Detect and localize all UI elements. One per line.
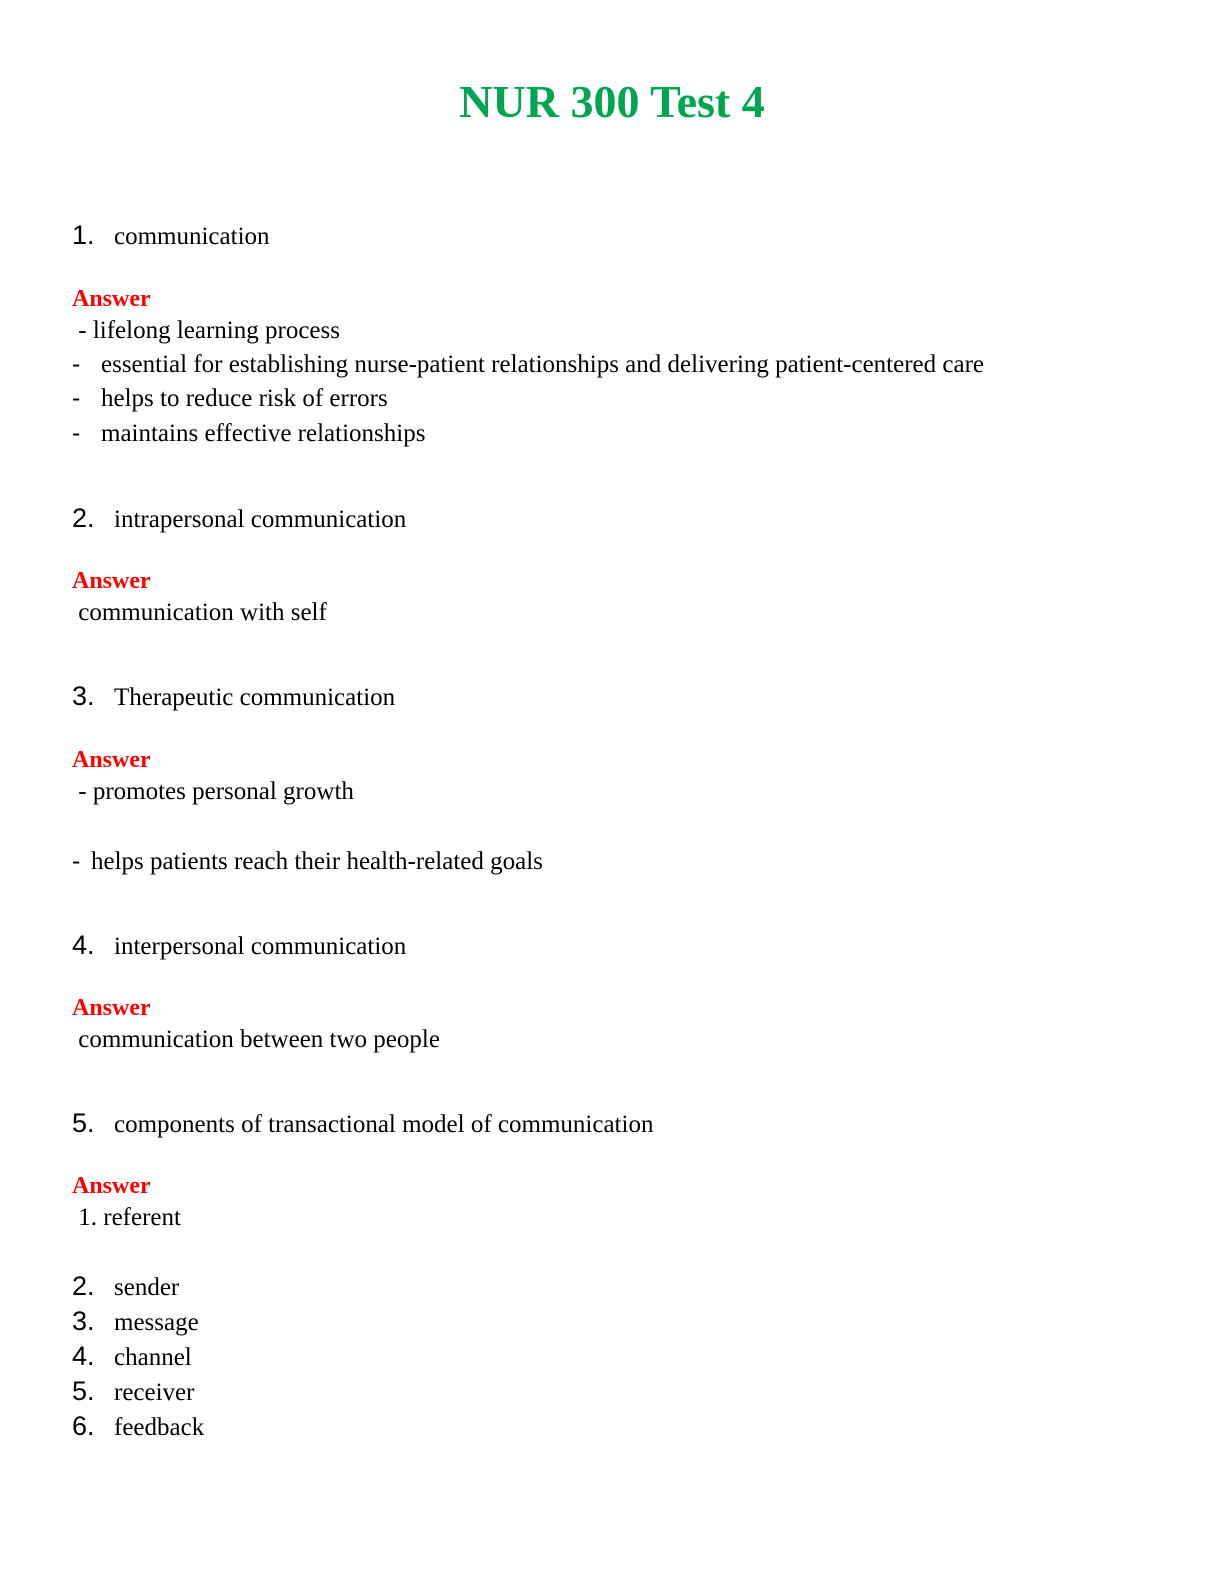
list-item [72, 1375, 194, 1409]
question-text: communication [114, 223, 270, 250]
question-number: 1. [72, 220, 95, 250]
list-item-text: receiver [114, 1379, 195, 1406]
answer-label: Answer [72, 286, 151, 312]
question-text: components of transactional model of communication [114, 1111, 654, 1138]
page-title: NUR 300 Test 4 [459, 76, 765, 127]
answer-label: Answer [72, 747, 151, 773]
question-1 [72, 219, 270, 253]
answer-line: - lifelong learning process [72, 317, 340, 344]
answer-label: Answer [72, 568, 151, 594]
question-number: 4. [72, 930, 95, 960]
question-text: Therapeutic communication [114, 684, 396, 711]
bullet-text: helps to reduce risk of errors [101, 385, 388, 412]
list-item-text: feedback [114, 1414, 205, 1441]
dash-bullet: - [72, 419, 81, 447]
list-item-number: 6. [72, 1411, 95, 1441]
list-item-text: message [114, 1309, 199, 1336]
bullet-text: helps patients reach their health-related goals [91, 848, 543, 875]
dash-bullet: - [72, 384, 81, 412]
dash-bullet: - [72, 350, 81, 378]
question-number: 3. [72, 681, 95, 711]
list-item-number: 3. [72, 1306, 95, 1336]
answer-label: Answer [72, 995, 151, 1021]
list-item [72, 1340, 192, 1374]
question-4 [72, 929, 406, 963]
question-3 [72, 680, 395, 714]
dash-bullet: - [72, 847, 81, 875]
question-number: 2. [72, 503, 95, 533]
answer-bullet [72, 417, 425, 450]
question-text: intrapersonal communication [114, 506, 407, 533]
list-item-number: 2. [72, 1271, 95, 1301]
answer-line: communication with self [72, 599, 327, 626]
answer-line: 1. referent [72, 1204, 181, 1231]
question-2 [72, 502, 406, 536]
answer-bullet [72, 845, 543, 878]
question-number: 5. [72, 1108, 95, 1138]
list-item [72, 1305, 199, 1339]
list-item [72, 1270, 179, 1304]
answer-line: communication between two people [72, 1026, 440, 1053]
list-item-number: 5. [72, 1376, 95, 1406]
list-item-text: sender [114, 1274, 180, 1301]
list-item-text: channel [114, 1344, 192, 1371]
list-item [72, 1410, 204, 1444]
list-item-number: 4. [72, 1341, 95, 1371]
answer-label: Answer [72, 1173, 151, 1199]
answer-bullet [72, 382, 388, 415]
answer-bullet [72, 348, 984, 381]
bullet-text: maintains effective relationships [101, 420, 426, 447]
bullet-text: essential for establishing nurse-patient relationships and delivering patient-centered care [101, 351, 985, 378]
question-text: interpersonal communication [114, 933, 407, 960]
answer-line: - promotes personal growth [72, 778, 354, 805]
question-5 [72, 1107, 653, 1141]
